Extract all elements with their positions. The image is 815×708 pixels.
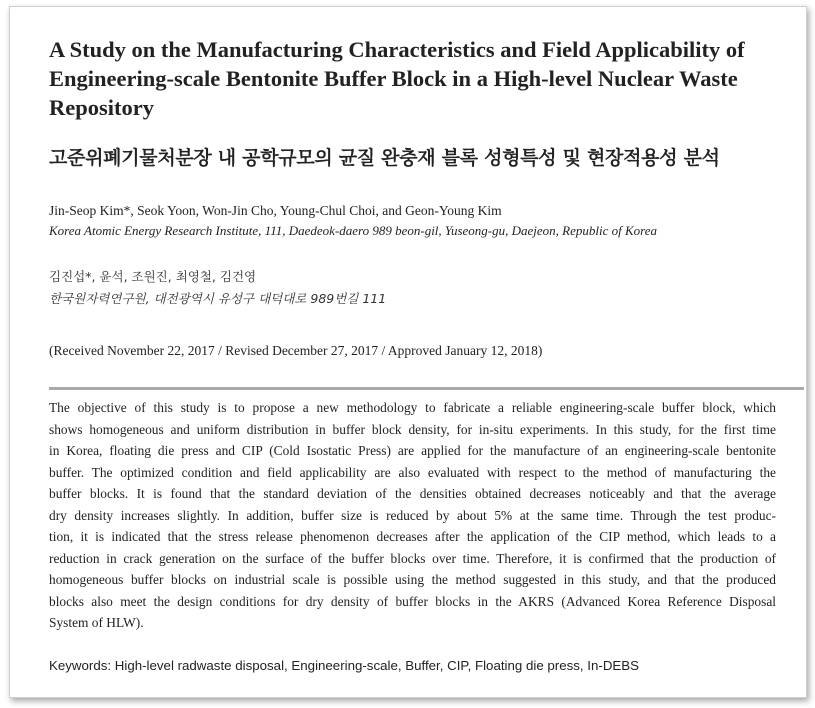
divider <box>49 387 804 390</box>
received-dates: (Received November 22, 2017 / Revised December 27, 2017 / Approved January 12, 2018) <box>49 343 543 358</box>
abstract-line: blocks also meet the design conditions for dry density of buffer blocks in the AKRS (Advanced Korea Reference Disposal <box>49 593 776 609</box>
abstract-line: The objective of this study is to propose a new methodology to fabricate a reliable engineering-scale buffer block, which <box>49 400 776 415</box>
affiliation: Korea Atomic Energy Research Institute, 111, Daedeok-daero 989 beon-gil, Yuseong-gu, Daejeon, Republic of Korea <box>49 223 657 238</box>
abstract-line: dry density increases slightly. In addition, buffer size is reduced by about 5% at the same time. Through the test produc- <box>49 507 776 523</box>
abstract-line: in Korea, floating die press and CIP (Cold Isostatic Press) are applied for the manufacture of an engineering-scale bentonite <box>49 443 776 458</box>
abstract-line: reduction in crack generation on the surface of the buffer blocks over time. Therefore, it is confirmed that the production of <box>49 550 776 566</box>
keywords: Keywords: High-level radwaste disposal, Engineering-scale, Buffer, CIP, Floating die press, In-DEBS <box>49 658 640 673</box>
abstract-line: tion, it is indicated that the stress release phenomenon decreases after the application of the CIP method, which leads to a <box>49 529 776 544</box>
authors: Jin-Seop Kim*, Seok Yoon, Won-Jin Cho, Young-Chul Choi, and Geon-Young Kim <box>49 203 502 218</box>
abstract-line: System of HLW). <box>49 615 144 630</box>
korean-title: 고준위폐기물처분장 내 공학규모의 균질 완충재 블록 성형특성 및 현장적용성 분석 <box>49 147 720 169</box>
document-page <box>9 6 807 698</box>
abstract-line: shows homogeneous and uniform distribution in buffer block density, for in-situ experiments. In this study, for the first time <box>49 421 776 437</box>
abstract-line: homogeneous buffer blocks on industrial scale is possible using the method suggested in this study, and that the produced <box>49 572 776 587</box>
abstract <box>49 397 776 634</box>
abstract-line: buffer. The optimized condition and field applicability are also evaluated with respect to the method of manufacturing the <box>49 464 776 480</box>
paper-title: A Study on the Manufacturing Characteristics and Field Applicability of Engineering-scale Bentonite Buffer Block in a High-level Nuclear Waste Repository <box>49 37 745 120</box>
abstract-line: buffer blocks. It is found that the standard deviation of the densities obtained decreases noticeably and that the average <box>49 486 776 501</box>
korean-affiliation: 한국원자력연구원, 대전광역시 유성구 대덕대로 989번길 111 <box>49 291 387 306</box>
korean-authors: 김진섭*, 윤석, 조원진, 최영철, 김건영 <box>49 269 257 284</box>
